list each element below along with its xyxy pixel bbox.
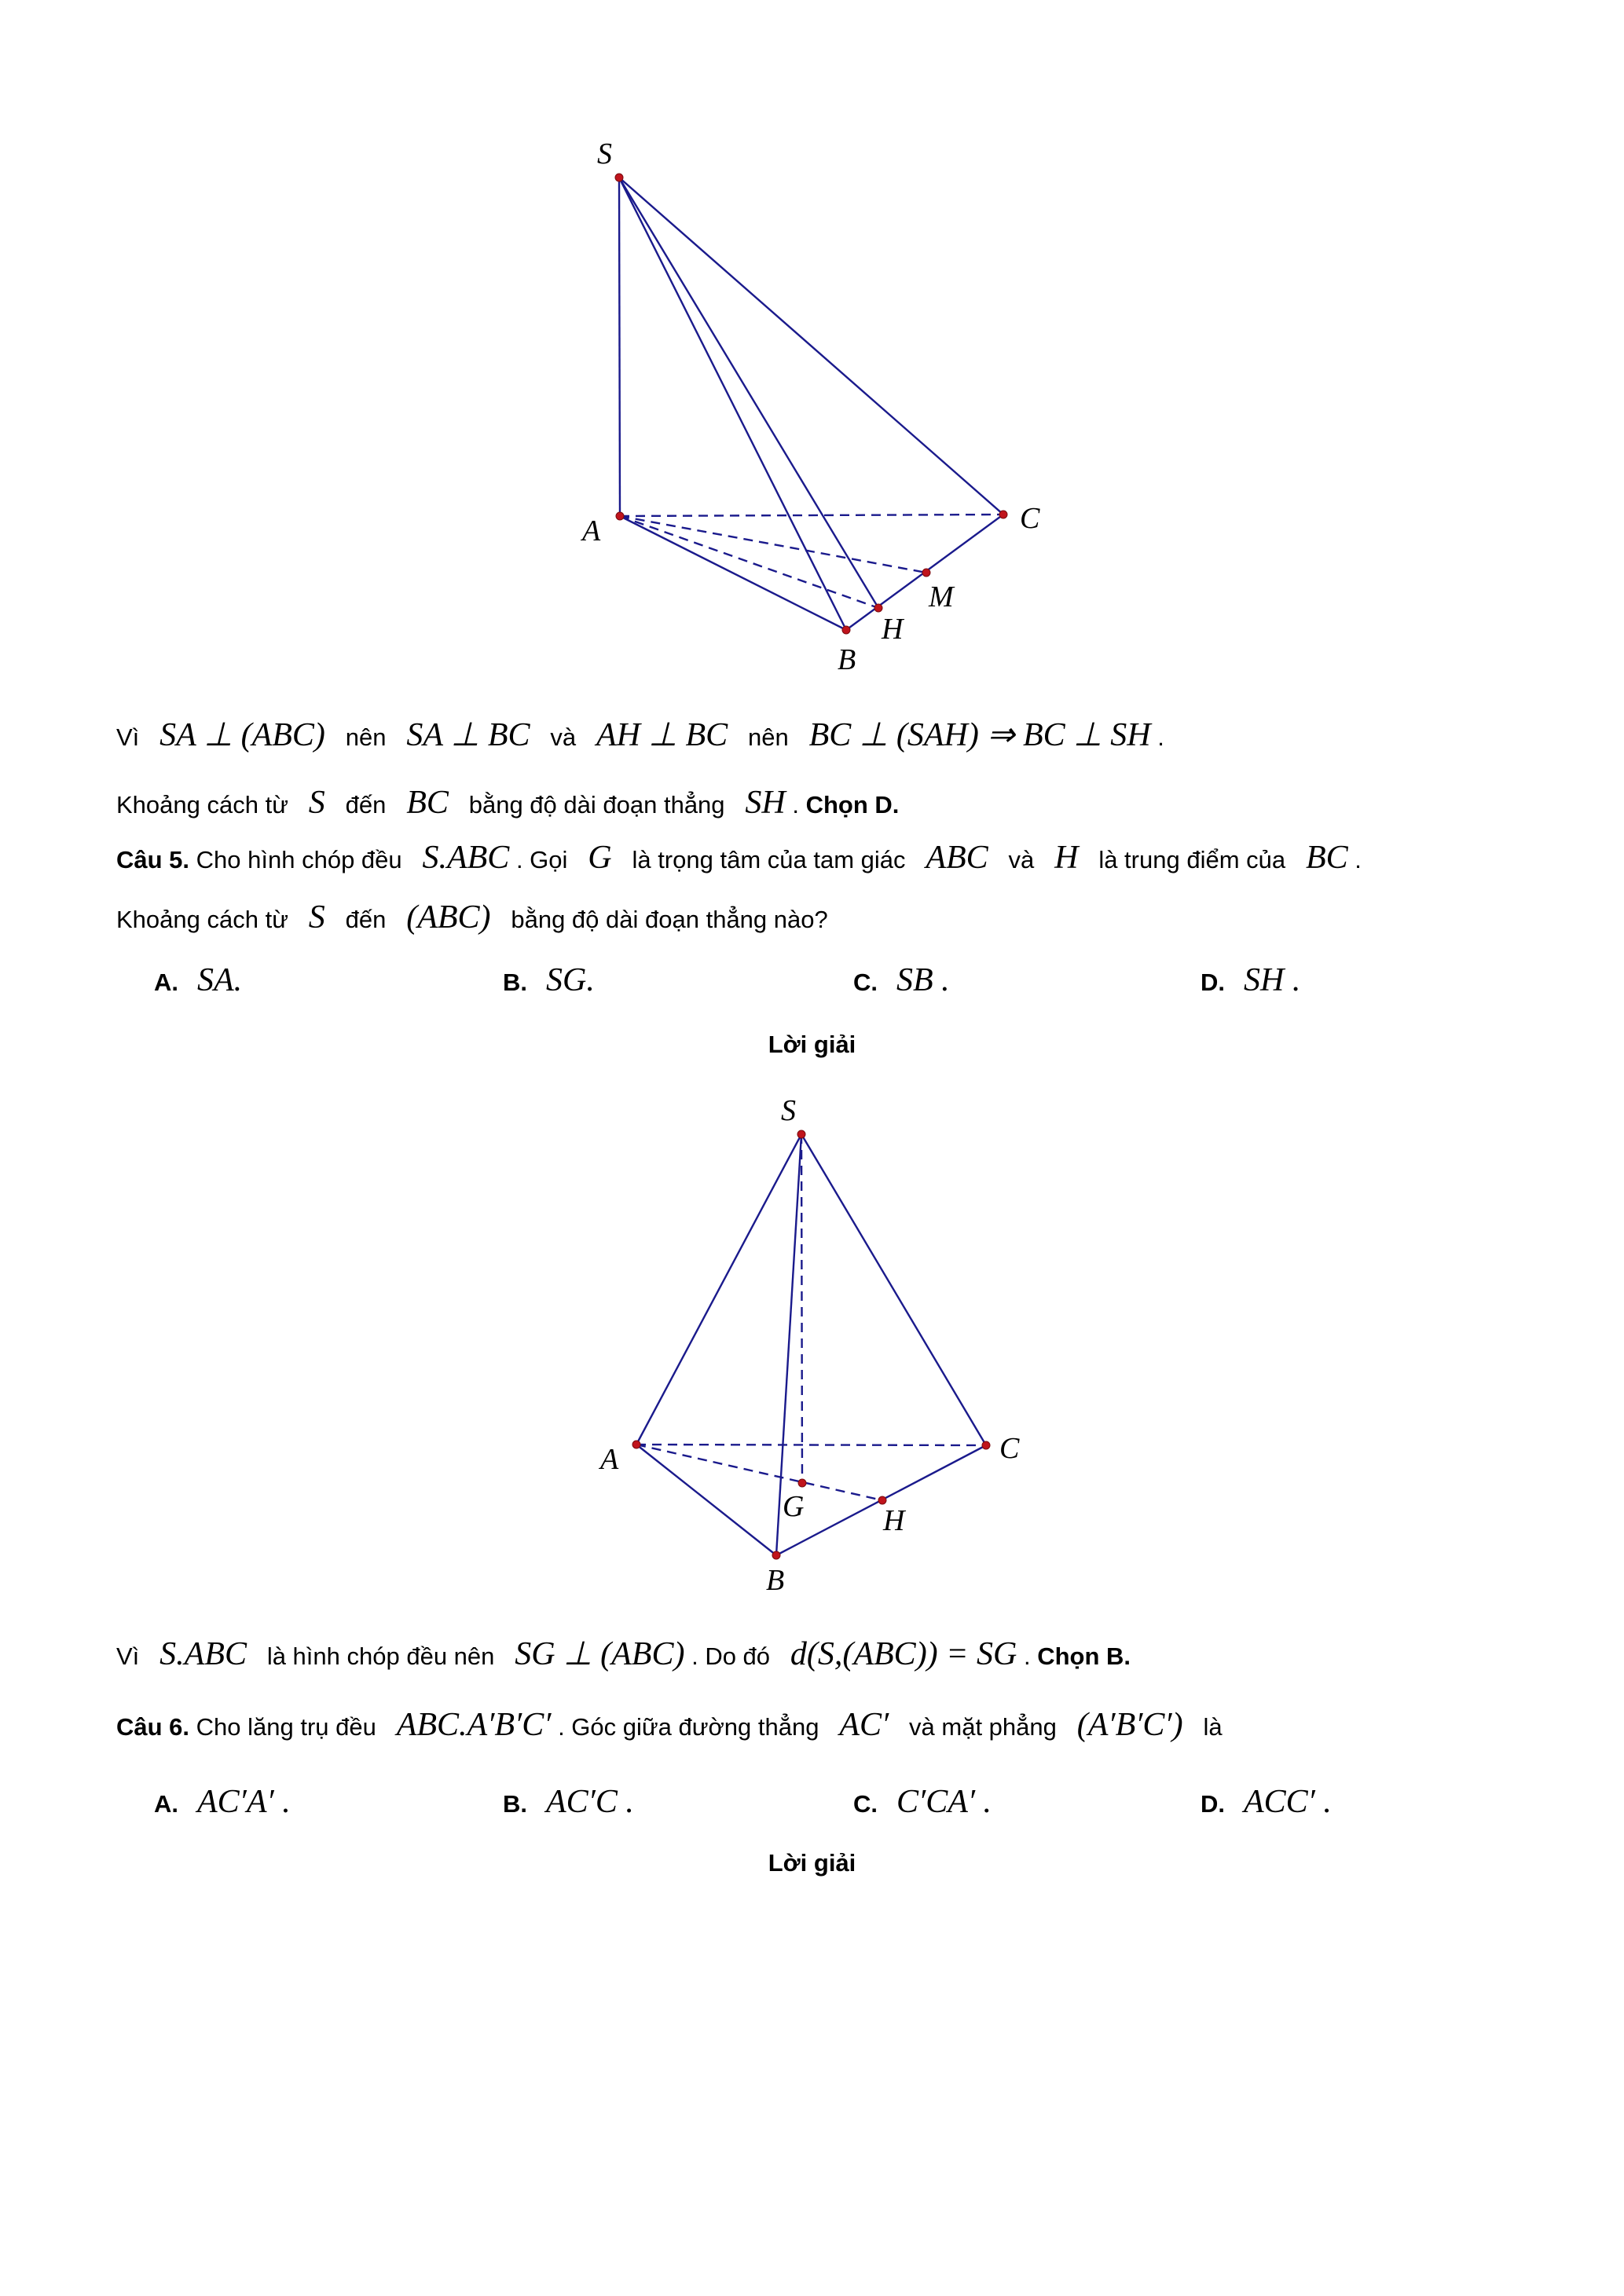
math-abc: ABC	[926, 840, 988, 876]
text: là	[1203, 1713, 1223, 1741]
text: và	[1008, 846, 1035, 873]
label-s: S	[781, 1094, 796, 1127]
math-sg-perp-abc: SG ⊥ (ABC)	[515, 1636, 685, 1672]
text: .	[792, 791, 799, 818]
point-h	[878, 1496, 886, 1504]
answer-choice: Chọn B.	[1037, 1642, 1131, 1670]
q5-option-d[interactable]	[1201, 961, 1300, 999]
label-h: H	[882, 613, 904, 646]
q6-line	[116, 1706, 1223, 1744]
q6-solution-title: Lời giải	[768, 1849, 856, 1877]
q6-option-b[interactable]	[503, 1783, 634, 1821]
text: bằng độ dài đoạn thẳng nào?	[511, 906, 828, 933]
option-label: D.	[1201, 1790, 1225, 1818]
text: là trung điểm của	[1098, 846, 1286, 873]
sol5-line	[116, 1634, 1131, 1673]
edge-am-hidden	[620, 516, 926, 573]
text: Vì	[116, 723, 140, 751]
figure-pyramid-sabc-1	[0, 0, 1624, 691]
label-m: M	[929, 580, 954, 613]
q5-solution-title: Lời giải	[768, 1031, 856, 1058]
text: là trọng tâm của tam giác	[632, 846, 906, 873]
text: nên	[345, 723, 387, 751]
text: Cho lăng trụ đều	[196, 1713, 376, 1741]
math-bc-perp-sah: BC ⊥ (SAH) ⇒ BC ⊥ SH	[808, 717, 1151, 753]
option-label: A.	[154, 969, 178, 996]
label-c: C	[999, 1432, 1020, 1465]
question-label: Câu 5.	[116, 846, 190, 873]
point-b	[772, 1551, 780, 1559]
text: .	[1355, 846, 1362, 873]
option-value: AC′C .	[546, 1784, 634, 1820]
edge-ah-hidden	[620, 516, 878, 608]
edge-sc	[619, 178, 1003, 514]
option-value: SH .	[1244, 962, 1301, 998]
math-s-abc: S.ABC	[422, 840, 510, 876]
point-c	[982, 1441, 990, 1449]
point-h	[874, 604, 882, 612]
point-m	[922, 569, 930, 577]
math-sa-perp-bc: SA ⊥ BC	[406, 717, 530, 753]
answer-choice: Chọn D.	[805, 791, 900, 818]
option-value: AC′A′ .	[197, 1784, 291, 1820]
math-g: G	[588, 840, 612, 876]
q6-option-a[interactable]	[154, 1783, 291, 1821]
sol4-line1	[116, 715, 1164, 754]
option-label: B.	[503, 969, 527, 996]
edge-sh	[619, 178, 878, 608]
q5-line1	[116, 839, 1362, 877]
option-value: C′CA′ .	[896, 1784, 992, 1820]
option-label: A.	[154, 1790, 178, 1818]
label-b: B	[766, 1564, 785, 1597]
math-bc: BC	[1305, 840, 1348, 876]
math-bc: BC	[406, 785, 449, 821]
option-value: SB .	[896, 962, 950, 998]
edge-ac-hidden	[620, 514, 1003, 516]
text: đến	[345, 791, 387, 818]
text: . Do đó	[691, 1642, 771, 1670]
text: . Góc giữa đường thẳng	[558, 1713, 819, 1741]
text: và mặt phẳng	[909, 1713, 1057, 1741]
text: bằng độ dài đoạn thẳng	[468, 791, 725, 818]
text: là hình chóp đều nên	[266, 1642, 495, 1670]
option-value: ACC′ .	[1244, 1784, 1332, 1820]
question-label: Câu 6.	[116, 1713, 190, 1741]
point-b	[842, 626, 850, 634]
text: Khoảng cách từ	[116, 791, 288, 818]
option-label: C.	[853, 1790, 878, 1818]
edge-sb	[619, 178, 846, 630]
q6-option-d[interactable]	[1201, 1783, 1332, 1821]
edge-sa	[636, 1134, 801, 1445]
label-a: A	[600, 1443, 619, 1476]
math-sh: SH	[745, 785, 786, 821]
math-ah-perp-bc: AH ⊥ BC	[596, 717, 728, 753]
option-label: B.	[503, 1790, 527, 1818]
option-value: SA.	[197, 962, 243, 998]
figure-pyramid-sabc-2	[0, 1068, 1624, 1618]
sol4-line2	[116, 784, 899, 822]
text: .	[1023, 1642, 1031, 1670]
math-h: H	[1054, 840, 1079, 876]
edge-sa	[619, 178, 620, 516]
label-s: S	[597, 137, 612, 170]
text: .	[1157, 723, 1164, 751]
q6-option-c[interactable]	[853, 1783, 992, 1821]
math-plane-abc: (ABC)	[406, 899, 491, 936]
q5-option-a[interactable]	[154, 961, 242, 999]
point-s	[797, 1130, 805, 1138]
label-g: G	[783, 1490, 805, 1523]
text: và	[550, 723, 577, 751]
math-distance: d(S,(ABC)) = SG	[790, 1636, 1017, 1672]
math-prism: ABC.A′B′C′	[396, 1707, 552, 1743]
point-a	[632, 1441, 640, 1448]
math-plane-a-b-c-prime: (A′B′C′)	[1076, 1707, 1183, 1743]
q5-option-c[interactable]	[853, 961, 950, 999]
text: . Gọi	[515, 846, 568, 873]
point-c	[999, 511, 1007, 518]
label-c: C	[1020, 502, 1040, 535]
label-b: B	[838, 643, 856, 676]
option-label: C.	[853, 969, 878, 996]
edge-ab	[620, 516, 846, 630]
q5-line2	[116, 899, 828, 936]
edge-sc	[801, 1134, 986, 1445]
math-sa-perp-abc: SA ⊥ (ABC)	[159, 717, 325, 753]
edge-ah-hidden	[636, 1445, 882, 1500]
point-a	[616, 512, 624, 520]
text: nên	[748, 723, 789, 751]
math-s: S	[308, 785, 325, 821]
point-s	[615, 174, 623, 181]
text: đến	[345, 906, 387, 933]
q5-option-b[interactable]	[503, 961, 595, 999]
text: Khoảng cách từ	[116, 906, 288, 933]
text: Cho hình chóp đều	[196, 846, 402, 873]
point-g	[798, 1479, 806, 1487]
edge-sg-hidden	[801, 1134, 802, 1483]
label-a: A	[582, 514, 601, 547]
math-ac-prime: AC′	[839, 1707, 889, 1743]
option-label: D.	[1201, 969, 1225, 996]
option-value: SG.	[546, 962, 595, 998]
text: Vì	[116, 1642, 140, 1670]
label-h: H	[883, 1504, 905, 1537]
math-s: S	[308, 899, 325, 936]
math-s-abc: S.ABC	[159, 1636, 247, 1672]
